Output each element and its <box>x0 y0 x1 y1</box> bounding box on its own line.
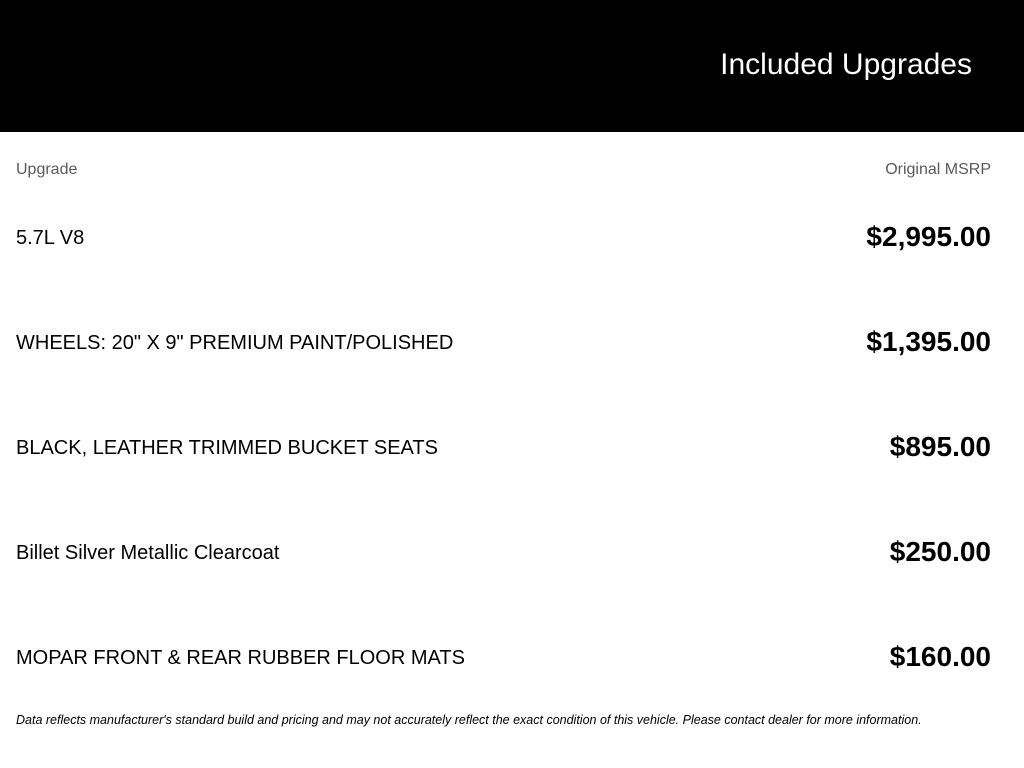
upgrade-row <box>16 210 991 315</box>
upgrade-name: Billet Silver Metallic Clearcoat <box>16 542 280 564</box>
upgrade-row <box>16 525 991 630</box>
upgrade-name: MOPAR FRONT & REAR RUBBER FLOOR MATS <box>16 647 465 669</box>
upgrade-price: $895.00 <box>889 431 991 462</box>
upgrade-price: $1,395.00 <box>866 326 991 357</box>
upgrade-list <box>16 210 991 735</box>
upgrade-price: $160.00 <box>889 641 991 672</box>
upgrade-price: $2,995.00 <box>866 221 991 252</box>
upgrade-column-header: Upgrade <box>16 161 78 178</box>
page-title: Included Upgrades <box>720 48 972 81</box>
upgrade-name: WHEELS: 20" X 9" PREMIUM PAINT/POLISHED <box>16 332 454 354</box>
upgrade-name: BLACK, LEATHER TRIMMED BUCKET SEATS <box>16 437 438 459</box>
header-banner <box>0 0 1024 132</box>
upgrade-price: $250.00 <box>889 536 991 567</box>
disclaimer-text: Data reflects manufacturer's standard build and pricing and may not accurately reflect the exact condition of this vehicle. Please contact dealer for more information. <box>16 713 922 727</box>
column-headers <box>16 160 991 180</box>
upgrade-row <box>16 315 991 420</box>
msrp-column-header: Original MSRP <box>885 161 991 178</box>
upgrade-name: 5.7L V8 <box>16 227 85 249</box>
upgrade-row <box>16 420 991 525</box>
